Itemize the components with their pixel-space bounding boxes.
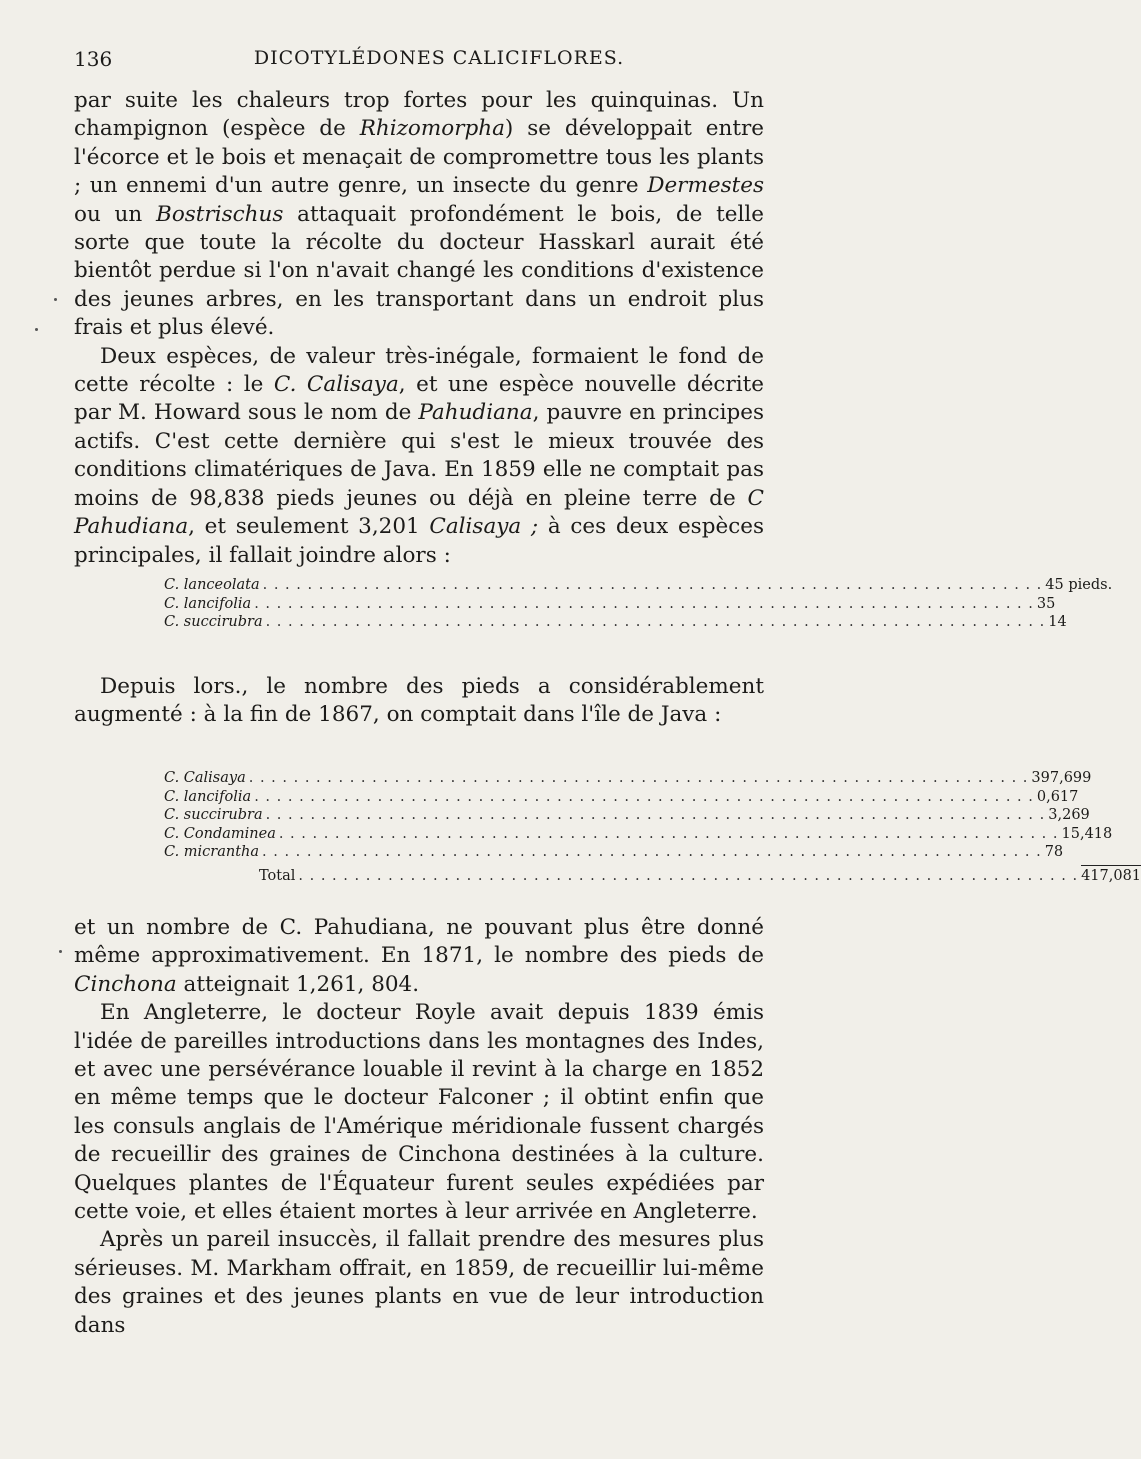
leader-dots: . . . . . . . . . . . . . . . . . . . . . . . . . . . . . . . . . . . . . . . . . . . . . . . . . . . . . . . . . . . . . . . . . . . . . . [254, 595, 1034, 612]
species-name: C. succirubra [164, 807, 263, 824]
species-name: C. lancifolia [164, 788, 252, 805]
italic-run: Calisaya ; [429, 514, 539, 540]
paragraph [74, 1226, 764, 1340]
text-run: Après un pareil insuccès, il fallait prendre des mesures plus sérieuses. M. Markham offrait, en 1859, de recueillir lui-même des graines et des jeunes plants en vue de leur introduction dans [74, 1227, 764, 1338]
italic-run: C Pahudiana [74, 485, 764, 540]
italic-run: Bostrischus [156, 201, 284, 227]
italic-run: Pahudiana [418, 400, 533, 426]
leader-dots: . . . . . . . . . . . . . . . . . . . . . . . . . . . . . . . . . . . . . . . . . . . . . . . . . . . . . . . . . . . . . . . . . . . . . . [248, 770, 1029, 786]
leader-dots: . . . . . . . . . . . . . . . . . . . . . . . . . . . . . . . . . . . . . . . . . . . . . . . . . . . . . . . . . . . . . . . . . . . . . . [265, 614, 1046, 631]
leader-dots: . . . . . . . . . . . . . . . . . . . . . . . . . . . . . . . . . . . . . . . . . . . . . . . . . . . . . . . . . . . . . . . . . . . . . . [278, 825, 1059, 842]
species-count: 45 pieds. [1045, 577, 1113, 593]
text-block-1 [74, 87, 764, 570]
paragraph [74, 914, 764, 999]
italic-run: Cinchona [74, 971, 177, 997]
leader-dots: . . . . . . . . . . . . . . . . . . . . . . . . . . . . . . . . . . . . . . . . . . . . . . . . . . . . . . . . . . . . . . . . . . . . . . [262, 844, 1042, 861]
text-run: Deux espèces, de valeur très-inégale, formaient le fond de cette récolte : le [74, 343, 764, 398]
italic-run: Rhizomorpha [359, 116, 505, 142]
paragraph [74, 999, 764, 1226]
list-item [164, 613, 1067, 632]
text-run: attaquait profondément le bois, de telle sorte que toute la récolte du docteur Hasskarl aurait été bientôt perdue si l'on n'avait changé les conditions d'existence des jeunes arbres, en les transportant dans un endroit plus frais et plus élevé. [74, 201, 765, 341]
list-item [164, 788, 1079, 807]
text-block-3 [74, 914, 764, 1340]
text-run: par suite les chaleurs trop fortes pour les quinquinas. Un champignon (espèce de [74, 88, 764, 142]
margin-mark [54, 298, 57, 301]
paragraph [74, 673, 764, 730]
text-run: En Angleterre, le docteur Royle avait depuis 1839 émis l'idée de pareilles introductions dans les montagnes des Indes, et avec une persévérance louable il revint à la charge en 1852 en même temps que le docteur Falconer ; il obtint enfin que les consuls anglais de l'Amérique méridionale fussent chargés de recueillir des graines de Cinchona destinées à la culture. Quelques plantes de l'Équateur furent seules expédiées par cette voie, et elles étaient mortes à leur arrivée en Angleterre. [74, 1000, 764, 1225]
list-item [164, 769, 1092, 788]
leader-dots: . . . . . . . . . . . . . . . . . . . . . . . . . . . . . . . . . . . . . . . . . . . . . . . . . . . . . . . . . . . . . . . . . . . . . . [265, 807, 1046, 824]
text-run: ou un [74, 201, 157, 227]
list-item [164, 595, 1056, 614]
species-name: C. lancifolia [164, 595, 252, 612]
text-run: et un nombre de C. Pahudiana, ne pouvant plus être donné même approximativement. En 1871, le nombre des pieds de [74, 915, 764, 969]
text-run: , et une espèce nouvelle décrite par M. Howard sous le nom de [74, 372, 764, 426]
italic-run: Dermestes [647, 173, 764, 199]
species-count: 15,418 [1061, 825, 1113, 842]
species-name: C. micrantha [164, 844, 260, 861]
species-name: C. Calisaya [164, 770, 246, 786]
margin-mark [59, 950, 62, 953]
paragraph [74, 343, 764, 570]
text-run: , et seulement 3,201 [188, 514, 430, 540]
species-list-1867 [164, 769, 1141, 886]
text-block-2 [74, 673, 764, 730]
text-run: atteignait 1,261, 804. [176, 971, 420, 997]
list-item [164, 825, 1113, 844]
species-name: C. Condaminea [164, 825, 276, 842]
species-name: C. lanceolata [164, 577, 260, 593]
species-count: 78 [1044, 844, 1064, 861]
total-value: 417,081 [1081, 865, 1141, 886]
leader-dots: . . . . . . . . . . . . . . . . . . . . . . . . . . . . . . . . . . . . . . . . . . . . . . . . . . . . . . . . . . . . . . . . . . . . . . [262, 577, 1043, 593]
margin-mark [35, 328, 38, 331]
species-count: 35 [1036, 595, 1056, 612]
species-count: 3,269 [1048, 807, 1090, 824]
leader-dots: . . . . . . . . . . . . . . . . . . . . . . . . . . . . . . . . . . . . . . . . . . . . . . . . . . . . . . . . . . . . . . . . . . . . . . [254, 788, 1034, 805]
list-item [164, 806, 1090, 825]
running-title: DICOTYLÉDONES CALICIFLORES. [253, 47, 625, 69]
text-run: ) se développait entre l'écorce et le bois et menaçait de compromettre tous les plants ; un ennemi d'un autre genre, un insecte du genre [74, 116, 764, 199]
list-item [164, 576, 1113, 595]
species-name: C. succirubra [164, 614, 263, 631]
list-item [164, 843, 1064, 862]
species-list-1859 [164, 576, 1113, 632]
species-count: 14 [1048, 614, 1067, 631]
text-run: , pauvre en principes actifs. C'est cette dernière qui s'est le mieux trouvée des conditions climatériques de Java. En 1859 elle ne comptait pas moins de 98,838 pieds jeunes ou déjà en pleine terre de [74, 400, 765, 511]
italic-run: C. Calisaya [273, 372, 399, 398]
text-run: à ces deux espèces principales, il fallait joindre alors : [74, 514, 764, 568]
total-label: Total [259, 867, 296, 884]
species-count: 397,699 [1031, 770, 1092, 786]
page-number: 136 [74, 47, 113, 71]
paragraph [74, 87, 764, 343]
text-run: Depuis lors., le nombre des pieds a considérablement augmenté : à la fin de 1867, on comptait dans l'île de Java : [74, 674, 764, 728]
list-total-row [164, 865, 1141, 886]
leader-dots: . . . . . . . . . . . . . . . . . . . . . . . . . . . . . . . . . . . . . . . . . . . . . . . . . . . . . . . . . . . . . . . . . . . . . . [298, 867, 1079, 884]
page-header [74, 47, 764, 77]
species-count: 0,617 [1036, 788, 1079, 805]
